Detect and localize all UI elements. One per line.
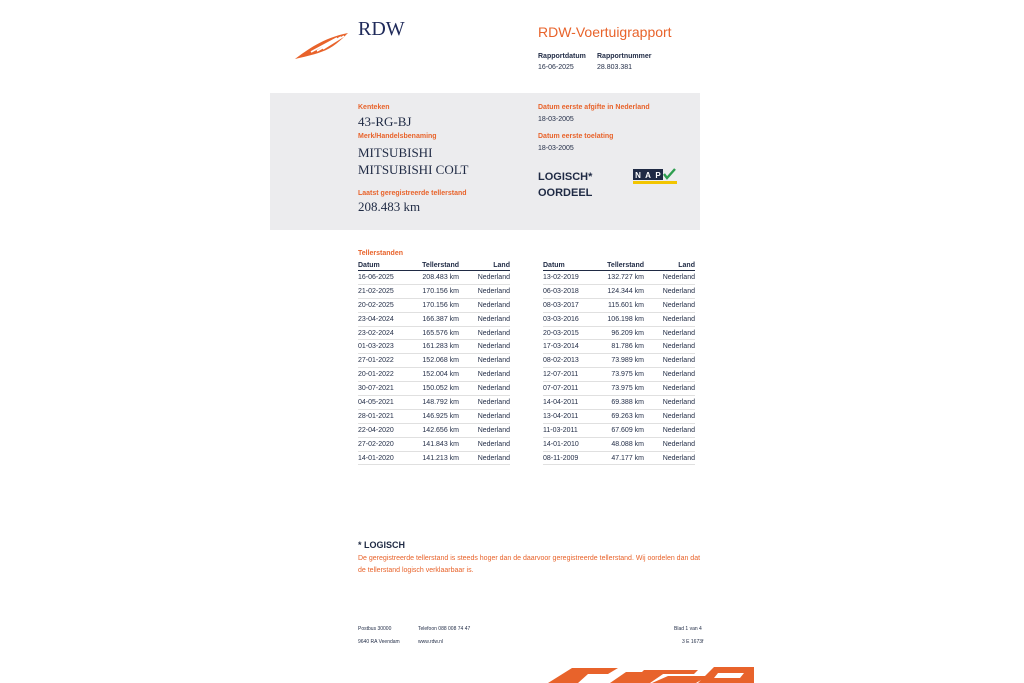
rapportdatum-label: Rapportdatum — [538, 53, 586, 60]
cell-land: Nederland — [459, 271, 510, 285]
table-row — [358, 437, 510, 451]
toelating-value: 18-03-2005 — [538, 145, 574, 152]
table-row — [543, 409, 695, 423]
header-datum: Datum — [543, 260, 606, 271]
table-row — [358, 326, 510, 340]
cell-land: Nederland — [644, 423, 695, 437]
afgifte-label: Datum eerste afgifte in Nederland — [538, 104, 650, 111]
table-row — [543, 354, 695, 368]
cell-datum: 04-05-2021 — [358, 396, 421, 410]
table-row — [358, 368, 510, 382]
cell-tellerstand: 166.387 km — [421, 312, 459, 326]
table-row — [358, 409, 510, 423]
nap-letter-n: N — [635, 171, 641, 180]
cell-tellerstand: 96.209 km — [606, 326, 644, 340]
footer-address: 9640 RA Veendam — [358, 639, 400, 645]
cell-datum: 28-01-2021 — [358, 409, 421, 423]
cell-datum: 06-03-2018 — [543, 284, 606, 298]
handelsbenaming-value: MITSUBISHI COLT — [358, 162, 469, 177]
verdict-line-1: LOGISCH* — [538, 171, 593, 183]
cell-tellerstand: 148.792 km — [421, 396, 459, 410]
footer-phone: Telefoon 088 008 74 47 — [418, 626, 471, 632]
rdw-logo-icon — [293, 30, 349, 60]
kenteken-value: 43-RG-BJ — [358, 114, 412, 129]
vehicle-summary-panel — [270, 93, 700, 230]
table-row — [358, 284, 510, 298]
table-row — [543, 284, 695, 298]
table-row — [543, 437, 695, 451]
cell-datum: 12-07-2011 — [543, 368, 606, 382]
header-land: Land — [459, 260, 510, 271]
cell-tellerstand: 124.344 km — [606, 284, 644, 298]
table-header-row — [543, 260, 695, 271]
cell-tellerstand: 170.156 km — [421, 284, 459, 298]
cell-tellerstand: 47.177 km — [606, 451, 644, 465]
cell-datum: 14-01-2010 — [543, 437, 606, 451]
table-row — [543, 423, 695, 437]
cell-tellerstand: 141.213 km — [421, 451, 459, 465]
cell-datum: 16-06-2025 — [358, 271, 421, 285]
table-row — [358, 312, 510, 326]
table-row — [358, 271, 510, 285]
cell-land: Nederland — [459, 437, 510, 451]
table-row — [543, 451, 695, 465]
table-row — [358, 382, 510, 396]
table-header-row — [358, 260, 510, 271]
cell-tellerstand: 141.843 km — [421, 437, 459, 451]
cell-tellerstand: 165.576 km — [421, 326, 459, 340]
table-row — [543, 368, 695, 382]
rdw-stripes-decoration — [548, 664, 754, 683]
cell-tellerstand: 73.975 km — [606, 382, 644, 396]
table-row — [358, 396, 510, 410]
cell-land: Nederland — [644, 396, 695, 410]
cell-tellerstand: 115.601 km — [606, 298, 644, 312]
cell-land: Nederland — [644, 368, 695, 382]
table-row — [358, 423, 510, 437]
cell-datum: 27-01-2022 — [358, 354, 421, 368]
cell-datum: 03-03-2016 — [543, 312, 606, 326]
afgifte-value: 18-03-2005 — [538, 116, 574, 123]
cell-tellerstand: 69.263 km — [606, 409, 644, 423]
cell-datum: 14-01-2020 — [358, 451, 421, 465]
toelating-label: Datum eerste toelating — [538, 133, 614, 140]
cell-land: Nederland — [459, 451, 510, 465]
rapportnummer-label: Rapportnummer — [597, 53, 652, 60]
report-title: RDW-Voertuigrapport — [538, 24, 672, 40]
cell-land: Nederland — [644, 271, 695, 285]
cell-datum: 08-03-2017 — [543, 298, 606, 312]
cell-datum: 20-03-2015 — [543, 326, 606, 340]
cell-tellerstand: 152.068 km — [421, 354, 459, 368]
cell-land: Nederland — [459, 298, 510, 312]
header-land: Land — [644, 260, 695, 271]
cell-land: Nederland — [644, 298, 695, 312]
cell-datum: 23-04-2024 — [358, 312, 421, 326]
cell-datum: 11-03-2011 — [543, 423, 606, 437]
footnote-title: * LOGISCH — [358, 540, 406, 550]
cell-land: Nederland — [459, 312, 510, 326]
merk-value: MITSUBISHI — [358, 145, 433, 160]
rapportdatum-value: 16-06-2025 — [538, 64, 574, 71]
tellerstand-value: 208.483 km — [358, 199, 421, 214]
cell-tellerstand: 73.975 km — [606, 368, 644, 382]
cell-datum: 13-04-2011 — [543, 409, 606, 423]
cell-land: Nederland — [644, 382, 695, 396]
cell-tellerstand: 146.925 km — [421, 409, 459, 423]
table-row — [543, 326, 695, 340]
cell-land: Nederland — [644, 354, 695, 368]
table-row — [543, 340, 695, 354]
cell-datum: 22-04-2020 — [358, 423, 421, 437]
cell-datum: 08-11-2009 — [543, 451, 606, 465]
cell-datum: 23-02-2024 — [358, 326, 421, 340]
table-row — [358, 340, 510, 354]
cell-tellerstand: 142.656 km — [421, 423, 459, 437]
footer-code: 3 E 1673f — [682, 639, 704, 645]
cell-land: Nederland — [459, 368, 510, 382]
header-datum: Datum — [358, 260, 421, 271]
cell-land: Nederland — [459, 396, 510, 410]
cell-datum: 20-02-2025 — [358, 298, 421, 312]
table-row — [543, 298, 695, 312]
brand-name: RDW — [358, 18, 405, 40]
cell-tellerstand: 48.088 km — [606, 437, 644, 451]
cell-land: Nederland — [644, 340, 695, 354]
cell-tellerstand: 150.052 km — [421, 382, 459, 396]
footer-page: Blad 1 van 4 — [674, 626, 702, 632]
cell-datum: 17-03-2014 — [543, 340, 606, 354]
table-row — [358, 354, 510, 368]
cell-datum: 27-02-2020 — [358, 437, 421, 451]
cell-land: Nederland — [459, 354, 510, 368]
cell-datum: 13-02-2019 — [543, 271, 606, 285]
cell-land: Nederland — [644, 451, 695, 465]
nap-check-icon — [633, 168, 677, 184]
cell-datum: 07-07-2011 — [543, 382, 606, 396]
cell-tellerstand: 161.283 km — [421, 340, 459, 354]
cell-land: Nederland — [644, 437, 695, 451]
cell-land: Nederland — [459, 326, 510, 340]
cell-datum: 08-02-2013 — [543, 354, 606, 368]
cell-land: Nederland — [459, 340, 510, 354]
table-row — [543, 312, 695, 326]
tellerstanden-table-right — [543, 260, 695, 465]
cell-tellerstand: 132.727 km — [606, 271, 644, 285]
merk-label: Merk/Handelsbenaming — [358, 133, 437, 140]
cell-land: Nederland — [459, 284, 510, 298]
cell-datum: 14-04-2011 — [543, 396, 606, 410]
cell-datum: 20-01-2022 — [358, 368, 421, 382]
cell-tellerstand: 208.483 km — [421, 271, 459, 285]
cell-tellerstand: 152.004 km — [421, 368, 459, 382]
kenteken-label: Kenteken — [358, 104, 390, 111]
tellerstand-label: Laatst geregistreerde tellerstand — [358, 190, 467, 197]
footer-postbus: Postbus 30000 — [358, 626, 392, 632]
cell-land: Nederland — [644, 284, 695, 298]
cell-land: Nederland — [644, 312, 695, 326]
header-tellerstand: Tellerstand — [607, 261, 644, 269]
cell-tellerstand: 73.989 km — [606, 354, 644, 368]
table-row — [543, 271, 695, 285]
cell-datum: 30-07-2021 — [358, 382, 421, 396]
cell-tellerstand: 81.786 km — [606, 340, 644, 354]
cell-datum: 01-03-2023 — [358, 340, 421, 354]
footer-web: www.rdw.nl — [418, 639, 444, 645]
rapportnummer-value: 28.803.381 — [597, 64, 633, 71]
cell-land: Nederland — [459, 409, 510, 423]
cell-land: Nederland — [644, 326, 695, 340]
header-tellerstand: Tellerstand — [422, 261, 459, 269]
tellerstanden-title: Tellerstanden — [358, 250, 403, 257]
verdict-line-2: OORDEEL — [538, 187, 593, 199]
cell-land: Nederland — [459, 423, 510, 437]
cell-tellerstand: 106.198 km — [606, 312, 644, 326]
table-row — [543, 382, 695, 396]
cell-datum: 21-02-2025 — [358, 284, 421, 298]
nap-letter-p: P — [655, 171, 661, 180]
table-row — [358, 451, 510, 465]
table-row — [358, 298, 510, 312]
cell-land: Nederland — [459, 382, 510, 396]
cell-tellerstand: 170.156 km — [421, 298, 459, 312]
tellerstanden-table-left — [358, 260, 510, 465]
table-row — [543, 396, 695, 410]
footnote-text: De geregistreerde tellerstand is steeds hoger dan de daarvoor geregistreerde tellerstand. Wij oordelen dan dat de tellerstand logisch verklaarbaar is. — [358, 555, 701, 574]
cell-land: Nederland — [644, 409, 695, 423]
nap-letter-a: A — [645, 171, 651, 180]
cell-tellerstand: 69.388 km — [606, 396, 644, 410]
cell-tellerstand: 67.609 km — [606, 423, 644, 437]
